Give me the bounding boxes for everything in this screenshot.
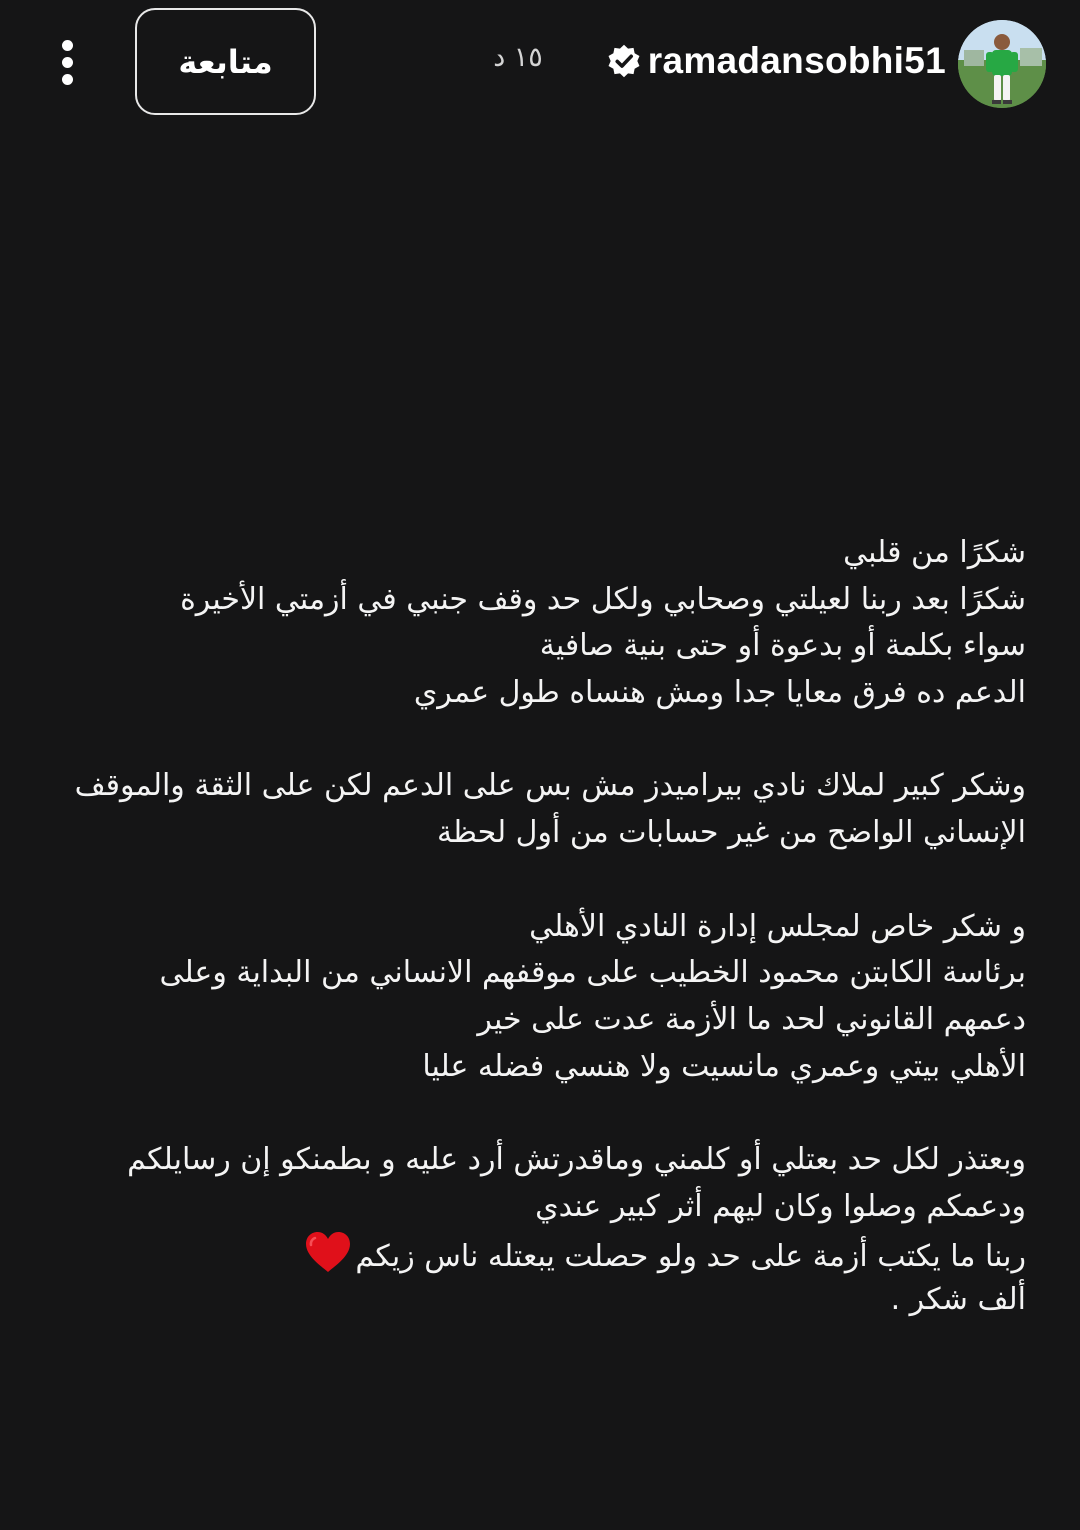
post-blank-line (16, 717, 1026, 764)
post-line: و شكر خاص لمجلس إدارة النادي الأهلي (529, 908, 1026, 944)
red-heart-icon (303, 1230, 353, 1274)
post-line: شكرًا بعد ربنا لعيلتي وصحابي ولكل حد وقف جنبي في أزمتي الأخيرة (180, 581, 1026, 617)
post-line-with-heart (16, 1230, 1026, 1277)
avatar-photo (958, 20, 1046, 108)
post-line-text: ربنا ما يكتب أزمة على حد ولو حصلت يبعتله ناس زيكم (355, 1239, 1026, 1275)
follow-button[interactable]: متابعة (135, 8, 316, 115)
post-line: الأهلي بيتي وعمري مانسيت ولا هنسي فضله عليا (422, 1048, 1026, 1084)
post-line: برئاسة الكابتن محمود الخطيب على موقفهم الانساني من البداية وعلى (159, 955, 1026, 991)
post-timestamp: ١٥ د (493, 42, 543, 73)
post-blank-line (16, 857, 1026, 904)
username-link[interactable] (606, 36, 946, 86)
username: ramadansobhi51 (647, 40, 946, 81)
verified-badge-icon (606, 43, 642, 79)
avatar[interactable] (958, 20, 1046, 108)
post-line: ودعمكم وصلوا وكان ليهم أثر كبير عندي (535, 1188, 1026, 1224)
post-blank-line (16, 1090, 1026, 1137)
more-vertical-icon (62, 57, 73, 68)
post-body (16, 530, 1026, 1324)
post-line: دعمهم القانوني لحد ما الأزمة عدت على خير (477, 1001, 1026, 1037)
more-vertical-icon (62, 40, 73, 51)
post-line: الإنساني الواضح من غير حسابات من أول لحظة (436, 815, 1026, 851)
post-line: سواء بكلمة أو بدعوة أو حتى بنية صافية (539, 628, 1026, 664)
post-line: ألف شكر . (890, 1282, 1026, 1317)
more-vertical-icon (62, 74, 73, 85)
post-line: وشكر كبير لملاك نادي بيراميدز مش بس على الدعم لكن على الثقة والموقف (74, 768, 1026, 804)
post-line: شكرًا من قلبي (843, 535, 1026, 570)
story-header (0, 0, 1080, 130)
more-options-button[interactable] (48, 36, 88, 90)
post-line: الدعم ده فرق معايا جدا ومش هنساه طول عمري (413, 675, 1026, 711)
post-line: وبعتذر لكل حد بعتلي أو كلمني وماقدرتش أرد عليه و بطمنكو إن رسايلكم (127, 1141, 1026, 1177)
